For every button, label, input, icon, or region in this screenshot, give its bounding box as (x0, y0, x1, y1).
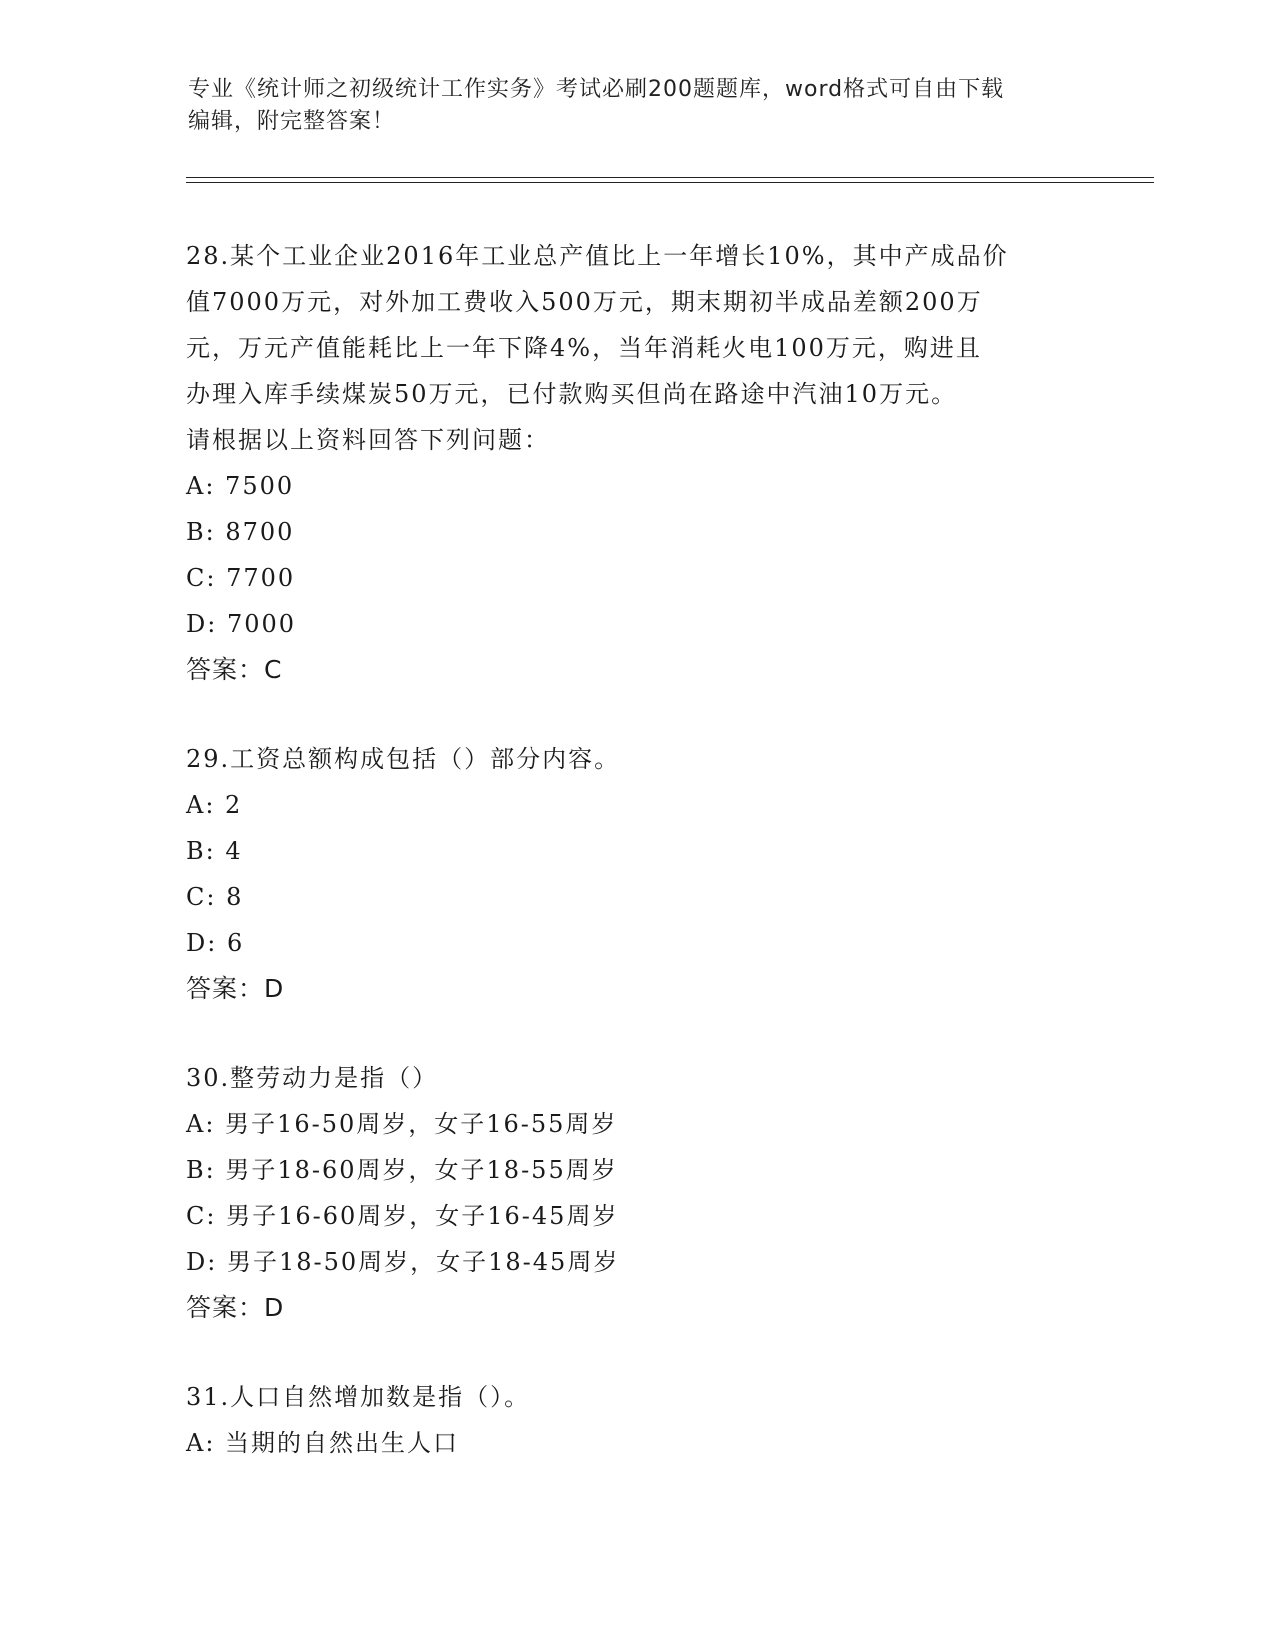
question-stem (186, 1055, 1106, 1101)
question-stem-line: 30.整劳动力是指（） (186, 1064, 439, 1092)
question-block (186, 1055, 1106, 1331)
question-stem (186, 233, 1106, 463)
question-answer: 答案：D (186, 974, 285, 1003)
question-option: B: 男子18-60周岁，女子18-55周岁 (186, 1156, 618, 1184)
question-option: B: 8700 (186, 518, 295, 546)
question-option: C: 7700 (186, 564, 296, 592)
header-line-1: 专业《统计师之初级统计工作实务》考试必刷200题题库，word格式可自由下载 (188, 77, 1005, 102)
question-option: A: 男子16-50周岁，女子16-55周岁 (186, 1110, 618, 1138)
question-list (186, 233, 1106, 1509)
question-option: B: 4 (186, 837, 243, 865)
header-divider-bottom (186, 182, 1154, 183)
question-block (186, 736, 1106, 1012)
document-header (188, 74, 1088, 138)
question-stem-line: 28.某个工业企业2016年工业总产值比上一年增长10%，其中产成品价 (186, 242, 1009, 270)
question-block (186, 233, 1106, 693)
header-line-2: 编辑，附完整答案！ (188, 109, 396, 134)
question-option: D: 7000 (186, 610, 297, 638)
question-option: D: 男子18-50周岁，女子18-45周岁 (186, 1248, 620, 1276)
question-option: C: 8 (186, 883, 244, 911)
question-option: A: 2 (186, 791, 243, 819)
question-answer: 答案：C (186, 655, 283, 684)
question-answer: 答案：D (186, 1293, 285, 1322)
question-stem (186, 1374, 1106, 1420)
question-option: C: 男子16-60周岁，女子16-45周岁 (186, 1202, 619, 1230)
question-option: A: 当期的自然出生人口 (186, 1429, 460, 1457)
question-option: A: 7500 (186, 472, 295, 500)
header-divider-top (186, 177, 1154, 178)
question-stem-line: 办理入库手续煤炭50万元，已付款购买但尚在路途中汽油10万元。 (186, 380, 958, 408)
question-stem-line: 29.工资总额构成包括（）部分内容。 (186, 745, 621, 773)
question-stem-line: 请根据以上资料回答下列问题： (186, 426, 550, 454)
question-stem-line: 元，万元产值能耗比上一年下降4%，当年消耗火电100万元，购进且 (186, 334, 982, 362)
question-option: D: 6 (186, 929, 245, 957)
question-stem (186, 736, 1106, 782)
question-stem-line: 31.人口自然增加数是指（）。 (186, 1383, 531, 1411)
question-block (186, 1374, 1106, 1466)
question-stem-line: 值7000万元，对外加工费收入500万元，期末期初半成品差额200万 (186, 288, 983, 316)
